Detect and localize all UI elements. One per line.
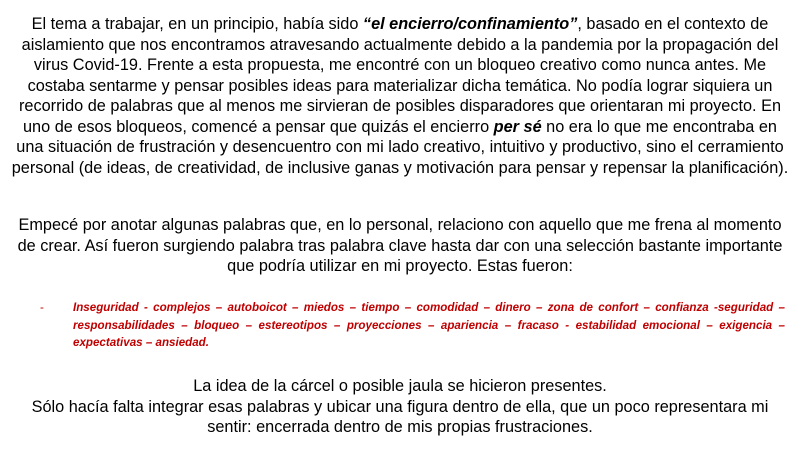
per-se-emphasis: per sé: [493, 117, 542, 136]
list-bullet: -: [40, 301, 44, 314]
intro-text-end: no era lo que me encontraba en una situación de frustración y desencuentro con mi lado creativo, intuitivo y productivo, sino el cerramiento personal (de ideas, de creatividad, de inclusive ganas y motivación para pensar y repensar la planificación).: [11, 117, 789, 177]
keywords-intro-paragraph: Empecé por anotar algunas palabras que, en lo personal, relaciono con aquello que me frena al momento de crear. Así fueron surgiendo palabra tras palabra clave hasta dar con una selección bastante importante que podría utilizar en mi proyecto. Estas fueron:: [17, 216, 783, 275]
intro-text-start: El tema a trabajar, en un principio, había sido: [31, 15, 363, 33]
intro-paragraph: [8, 14, 792, 178]
closing-paragraph: [8, 376, 792, 438]
closing-line-2: Sólo hacía falta integrar esas palabras y ubicar una figura dentro de ella, que un poco representara mi sentir: encerrada dentro de mis propias frustraciones.: [31, 397, 769, 436]
keyword-list-text: Inseguridad - complejos – autoboicot – miedos – tiempo – comodidad – dinero – zona de confort – confianza -seguridad – responsabilidades – bloqueo – estereotipos – proyecciones – apariencia – fracaso - estabilidad emocional – exigencia – expectativas – ansiedad.: [73, 301, 785, 349]
topic-emphasis: “el encierro/confinamiento”: [362, 15, 578, 33]
closing-line-1: La idea de la cárcel o posible jaula se hicieron presentes.: [193, 377, 607, 395]
intro-text-middle: , basado en el contexto de aislamiento que nos encontramos atravesando actualmente debido a la pandemia por la propagación del virus Covid-19. Frente a esta propuesta, me encontré con un bloqueo creativo como nunca antes. Me costaba sentarme y pensar posibles ideas para materializar dicha temática. No podía lograr siquiera un recorrido de palabras que al menos me sirvieran de posibles disparadores que orientaran mi proyecto. En uno de esos bloqueos, comencé a pensar que quizás el encierro: [18, 15, 781, 136]
